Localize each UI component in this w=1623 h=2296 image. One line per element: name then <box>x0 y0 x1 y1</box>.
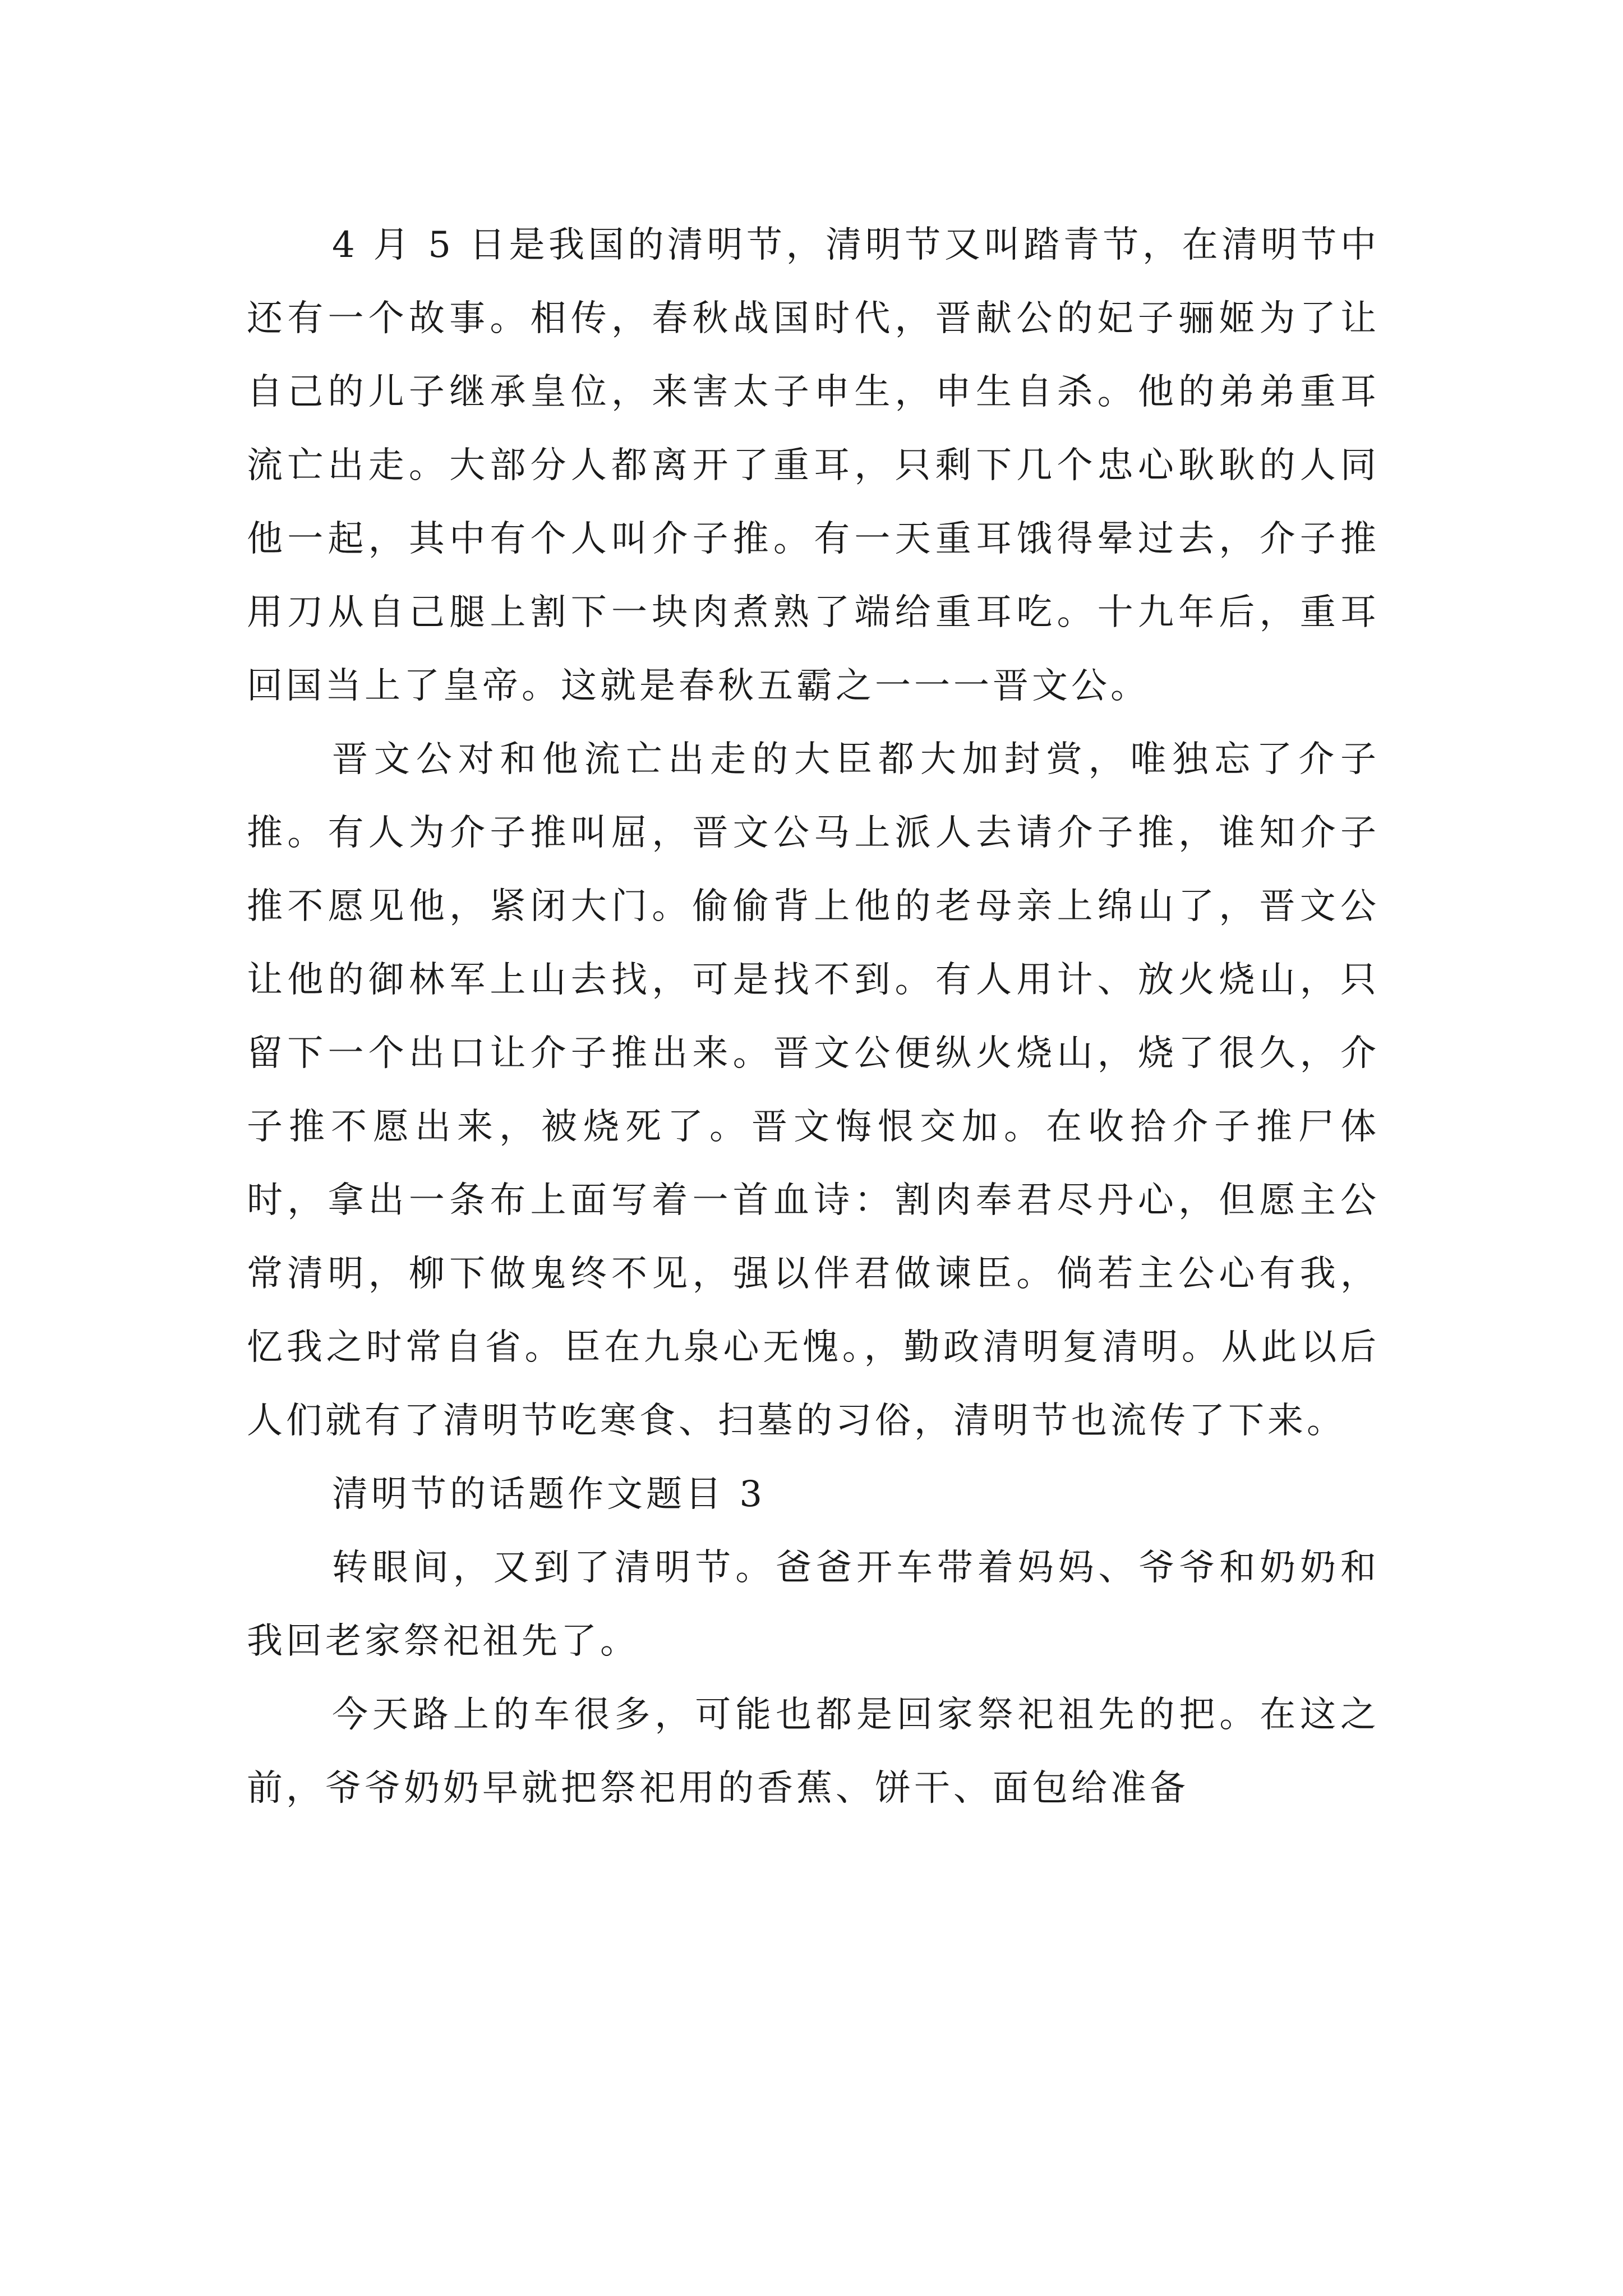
document-body <box>247 209 1380 1825</box>
paragraph-1: 4 月 5 日是我国的清明节，清明节又叫踏青节，在清明节中还有一个故事。相传，春秋战国时代，晋献公的妃子骊姬为了让自己的儿子继承皇位，来害太子申生，申生自杀。他的弟弟重耳流亡出走。大部分人都离开了重耳，只剩下几个忠心耿耿的人同他一起，其中有个人叫介子推。有一天重耳饿得晕过去，介子推用刀从自己腿上割下一块肉煮熟了端给重耳吃。十九年后，重耳回国当上了皇帝。这就是春秋五霸之一一一晋文公。 <box>247 224 1380 707</box>
paragraph-3: 转眼间，又到了清明节。爸爸开车带着妈妈、爷爷和奶奶和我回老家祭祀祖先了。 <box>247 1547 1380 1662</box>
section-heading: 清明节的话题作文题目 3 <box>332 1474 766 1515</box>
paragraph-4: 今天路上的车很多，可能也都是回家祭祀祖先的把。在这之前，爷爷奶奶早就把祭祀用的香蕉、饼干、面包给准备 <box>247 1694 1380 1809</box>
paragraph-2: 晋文公对和他流亡出走的大臣都大加封赏，唯独忘了介子推。有人为介子推叫屈，晋文公马上派人去请介子推，谁知介子推不愿见他，紧闭大门。偷偷背上他的老母亲上绵山了，晋文公让他的御林军上山去找，可是找不到。有人用计、放火烧山，只留下一个出口让介子推出来。晋文公便纵火烧山，烧了很久，介子推不愿出来，被烧死了。晋文悔恨交加。在收拾介子推尸体时，拿出一条布上面写着一首血诗：割肉奉君尽丹心，但愿主公常清明，柳下做鬼终不见，强以伴君做谏臣。倘若主公心有我，忆我之时常自省。臣在九泉心无愧。，勤政清明复清明。从此以后人们就有了清明节吃寒食、扫墓的习俗，清明节也流传了下来。 <box>247 739 1380 1442</box>
